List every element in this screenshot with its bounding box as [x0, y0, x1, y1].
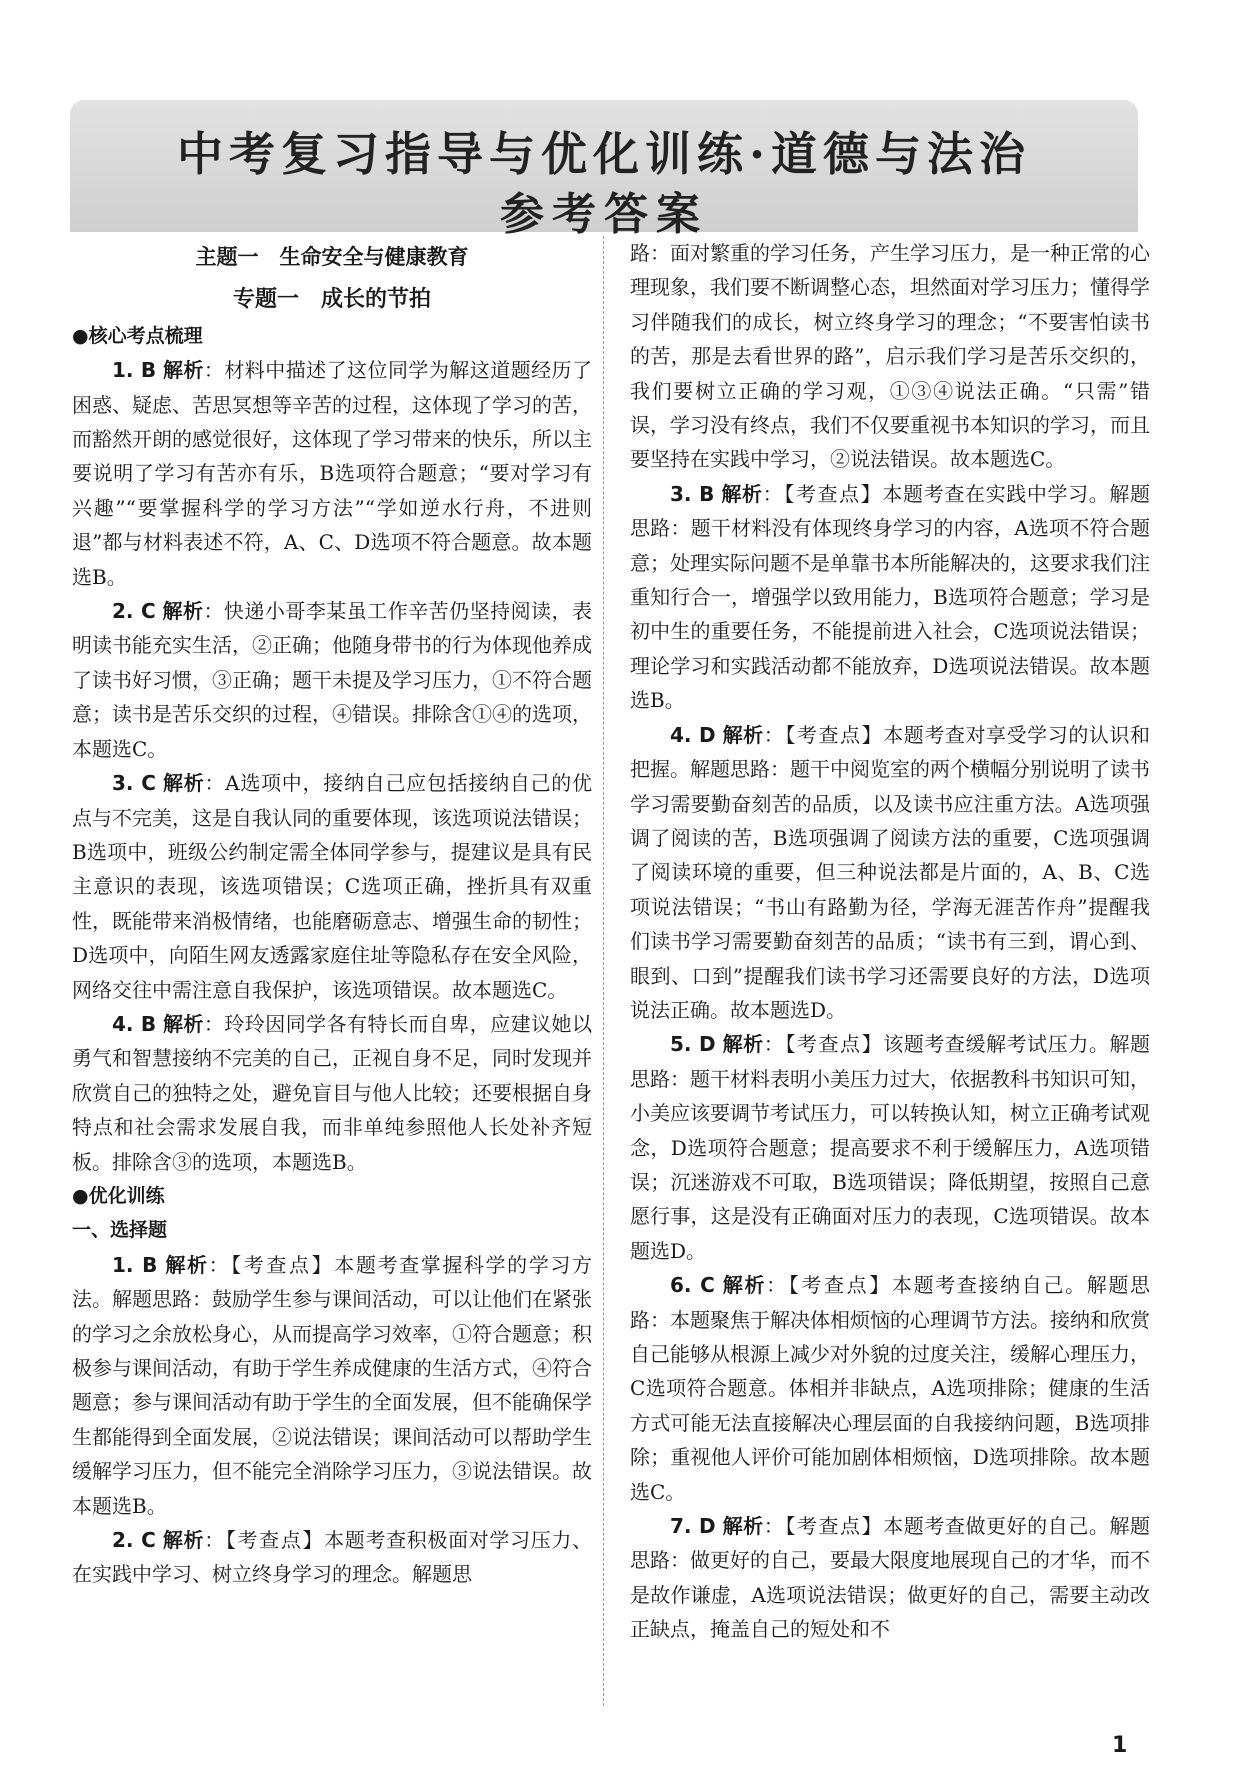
answer-item	[72, 1523, 592, 1592]
exam-point-tag: ：【考查点】	[766, 1273, 892, 1298]
answer-item	[72, 1248, 592, 1523]
answer-number: 6. C	[670, 1273, 715, 1298]
exam-point-tag: ：【考查点】	[204, 1528, 325, 1553]
page-title: 中考复习指导与优化训练·道德与法治	[176, 127, 1031, 181]
page-number: 1	[1112, 1733, 1128, 1758]
answer-number: 3. B	[670, 481, 715, 506]
answer-number: 4. D	[670, 722, 716, 747]
column-divider	[603, 236, 604, 1706]
exam-point-tag: ：【考查点】	[763, 722, 884, 747]
theme-title: 主题一 生命安全与健康教育	[195, 244, 469, 269]
answer-number: 5. D	[670, 1032, 716, 1057]
answer-number: 7. D	[670, 1514, 716, 1539]
section-core-points: ●核心考点梳理	[72, 324, 203, 347]
answer-item	[630, 477, 1150, 718]
answer-text: ：A选项中，接纳自己应包括接纳自己的优点与不完美，这是自我认同的重要体现，该选项说法错误；B选项中，班级公约制定需全体同学参与，提建议是具有民主意识的表现，该选项错误；C选项正确，挫折具有双重性，既能带来消极情绪，也能磨砺意志、增强生命的韧性；D选项中，向陌生网友透露家庭住址等隐私存在安全风险，网络交往中需注意自我保护，该选项错误。故本题选C。	[72, 771, 593, 1002]
exam-point-tag: ：【考查点】	[763, 1032, 884, 1057]
answer-text: 本题考查做更好的自己。解题思路：做更好的自己，要最大限度地展现自己的才华，而不是故作谦虚，A选项说法错误；做更好的自己，需要主动改正缺点，掩盖自己的短处和不	[630, 1514, 1151, 1642]
analysis-label: 解析	[722, 1032, 764, 1057]
section-choice: 一、选择题	[72, 1219, 168, 1242]
exam-point-tag: ：【考查点】	[208, 1252, 335, 1277]
analysis-label: 解析	[162, 1528, 205, 1553]
analysis-label: 解析	[162, 599, 204, 624]
answer-text: 本题考查在实践中学习。解题思路：题干材料没有体现终身学习的内容，A选项不符合题意；处理实际问题不是单靠书本所能解决的，这要求我们注重知行合一，增强学以致用能力，B选项符合题意；学习是初中生的重要任务，不能提前进入社会，C选项说法错误；理论学习和实践活动都不能放弃，D选项说法错误。故本题选B。	[630, 481, 1151, 713]
analysis-label: 解析	[162, 358, 204, 383]
left-column	[72, 236, 592, 1592]
right-column	[630, 236, 1150, 1647]
answer-item	[630, 1268, 1150, 1509]
page-subtitle: 参考答案	[500, 189, 708, 240]
answer-number: 1. B	[112, 358, 157, 383]
answer-item	[630, 1027, 1150, 1268]
answer-number: 3. C	[112, 771, 156, 796]
answer-text: 本题考查掌握科学的学习方法。解题思路：鼓励学生参与课间活动，可以让他们在紧张的学习之余放松身心，从而提高学习效率，①符合题意；积极参与课间活动，有助于学生养成健康的生活方式，④符合题意；参与课间活动有助于学生的全面发展，但不能确保学生都能得到全面发展，②说法错误；课间活动可以帮助学生缓解学习压力，但不能完全消除学习压力，③说法错误。故本题选B。	[72, 1252, 593, 1518]
analysis-label: 解析	[722, 1514, 764, 1539]
answer-text: ：快递小哥李某虽工作辛苦仍坚持阅读，表明读书能充实生活，②正确；他随身带书的行为体现他养成了读书好习惯，③正确；题干未提及学习压力，①不符合题意；读书是苦乐交织的过程，④错误。排除含①④的选项，本题选C。	[72, 599, 593, 761]
answer-item	[72, 1007, 592, 1179]
answer-item	[630, 718, 1150, 1028]
answer-text: 本题考查积极面对学习压力、在实践中学习、树立终身学习的理念。解题思	[72, 1528, 593, 1587]
answer-item	[630, 1509, 1150, 1647]
exam-point-tag: ：【考查点】	[762, 481, 883, 506]
answer-item	[72, 594, 592, 766]
analysis-label: 解析	[162, 771, 205, 796]
analysis-label: 解析	[722, 1273, 767, 1298]
answer-number: 4. B	[112, 1011, 157, 1036]
answer-text: 该题考查缓解考试压力。解题思路：题干材料表明小美压力过大，依据教科书知识可知，小美应该要调节考试压力，可以转换认知，树立正确考试观念，D选项符合题意；提高要求不利于缓解压力，A选项错误；沉迷游戏不可取，B选项错误；降低期望，按照自己意愿行事，这是没有正确面对压力的表现，C选项错误。故本题选D。	[630, 1032, 1151, 1263]
answer-number: 2. C	[112, 599, 156, 624]
answer-text: 本题考查接纳自己。解题思路：本题聚焦于解决体相烦恼的心理调节方法。接纳和欣赏自己能够从根源上减少对外貌的过度关注，缓解心理压力，C选项符合题意。体相并非缺点，A选项排除；健康的生活方式可能无法直接解决心理层面的自我接纳问题，B选项排除；重视他人评价可能加剧体相烦恼，D选项排除。故本题选C。	[630, 1273, 1151, 1504]
answer-text: ：材料中描述了这位同学为解这道题经历了困惑、疑虑、苦思冥想等辛苦的过程，这体现了学习的苦，而豁然开朗的感觉很好，这体现了学习带来的快乐，所以主要说明了学习有苦亦有乐，B选项符合题意；“要对学习有兴趣”“要掌握科学的学习方法”“学如逆水行舟，不进则退”都与材料表述不符，A、C、D选项不符合题意。故本题选B。	[72, 358, 592, 589]
analysis-label: 解析	[721, 481, 763, 506]
answer-text: ：玲玲因同学各有特长而自卑，应建议她以勇气和智慧接纳不完美的自己，正视自身不足，同时发现并欣赏自己的独特之处，避免盲目与他人比较；还要根据自身特点和社会需求发展自我，而非单纯参照他人长处补齐短板。排除含③的选项，本题选B。	[72, 1011, 592, 1174]
answer-item	[72, 353, 592, 594]
section-optimization: ●优化训练	[72, 1184, 165, 1207]
analysis-label: 解析	[165, 1252, 209, 1277]
analysis-label: 解析	[162, 1011, 204, 1036]
answer-number: 1. B	[112, 1252, 158, 1277]
answer-number: 2. C	[112, 1528, 156, 1553]
exam-point-tag: ：【考查点】	[763, 1514, 884, 1539]
analysis-label: 解析	[722, 722, 764, 747]
answer-continuation: 路：面对繁重的学习任务，产生学习压力，是一种正常的心理现象，我们要不断调整心态，坦然面对学习压力；懂得学习伴随我们的成长，树立终身学习的理念；“不要害怕读书的苦，那是去看世界的路”，启示我们学习是苦乐交织的，我们要树立正确的学习观，①③④说法正确。“只需”错误，学习没有终点，我们不仅要重视书本知识的学习，而且要坚持在实践中学习，②说法错误。故本题选C。	[630, 241, 1150, 472]
answer-text: 本题考查对享受学习的认识和把握。解题思路：题干中阅览室的两个横幅分别说明了读书学习需要勤奋刻苦的品质，以及读书应注重方法。A选项强调了阅读的苦，B选项强调了阅读方法的重要，C选项强调了阅读环境的重要，但三种说法都是片面的，A、B、C选项说法错误；“书山有路勤为径，学海无涯苦作舟”提醒我们读书学习需要勤奋刻苦的品质；“读书有三到，谓心到、眼到、口到”提醒我们读书学习还需要良好的方法，D选项说法正确。故本题选D。	[630, 722, 1151, 1022]
special-title: 专题一 成长的节拍	[232, 286, 431, 313]
answer-item	[72, 766, 592, 1007]
